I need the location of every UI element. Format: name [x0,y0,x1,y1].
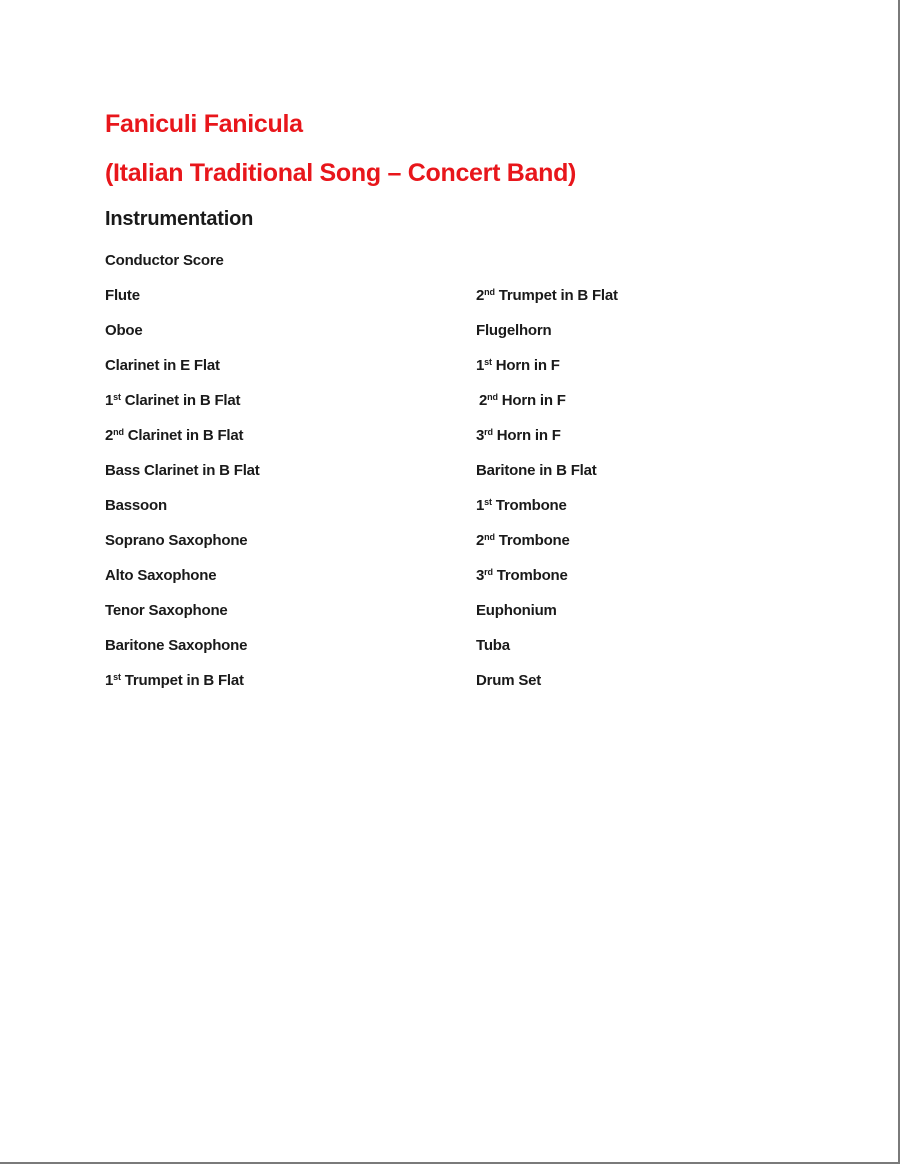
instrument-item: Baritone Saxophone [105,637,248,654]
instrument-item: 1st Clarinet in B Flat [105,392,241,409]
instrument-item: Oboe [105,322,143,339]
instrument-list-left [105,251,260,706]
instrument-item: Drum Set [476,672,542,689]
instrument-item: Bass Clarinet in B Flat [105,462,260,479]
instrument-item: 2nd Clarinet in B Flat [105,427,244,444]
instrument-item: 1st Horn in F [476,357,560,374]
instrumentation-heading: Instrumentation [105,208,254,230]
instrument-item: Clarinet in E Flat [105,357,220,374]
instrument-item: Flute [105,287,140,304]
instrument-item: 3rd Horn in F [476,427,561,444]
document-title: Faniculi Fanicula [105,110,303,138]
instrument-item: 1st Trombone [476,497,567,514]
instrument-item: 2nd Trombone [476,532,570,549]
instrument-item: Soprano Saxophone [105,532,248,549]
instrument-item: Bassoon [105,497,167,514]
instrument-item: Baritone in B Flat [476,462,597,479]
instrument-item: Alto Saxophone [105,567,217,584]
instrument-item: 1st Trumpet in B Flat [105,672,244,689]
document-subtitle: (Italian Traditional Song – Concert Band) [105,159,577,187]
instrument-item: 2nd Horn in F [479,392,566,409]
instrument-item: Flugelhorn [476,322,552,339]
instrument-item: 2nd Trumpet in B Flat [476,287,618,304]
instrument-item: Tuba [476,637,510,654]
instrument-item: Tenor Saxophone [105,602,228,619]
instrument-list-right [476,286,618,706]
instrument-item: 3rd Trombone [476,567,568,584]
instrument-item: Conductor Score [105,252,224,269]
instrument-item: Euphonium [476,602,557,619]
